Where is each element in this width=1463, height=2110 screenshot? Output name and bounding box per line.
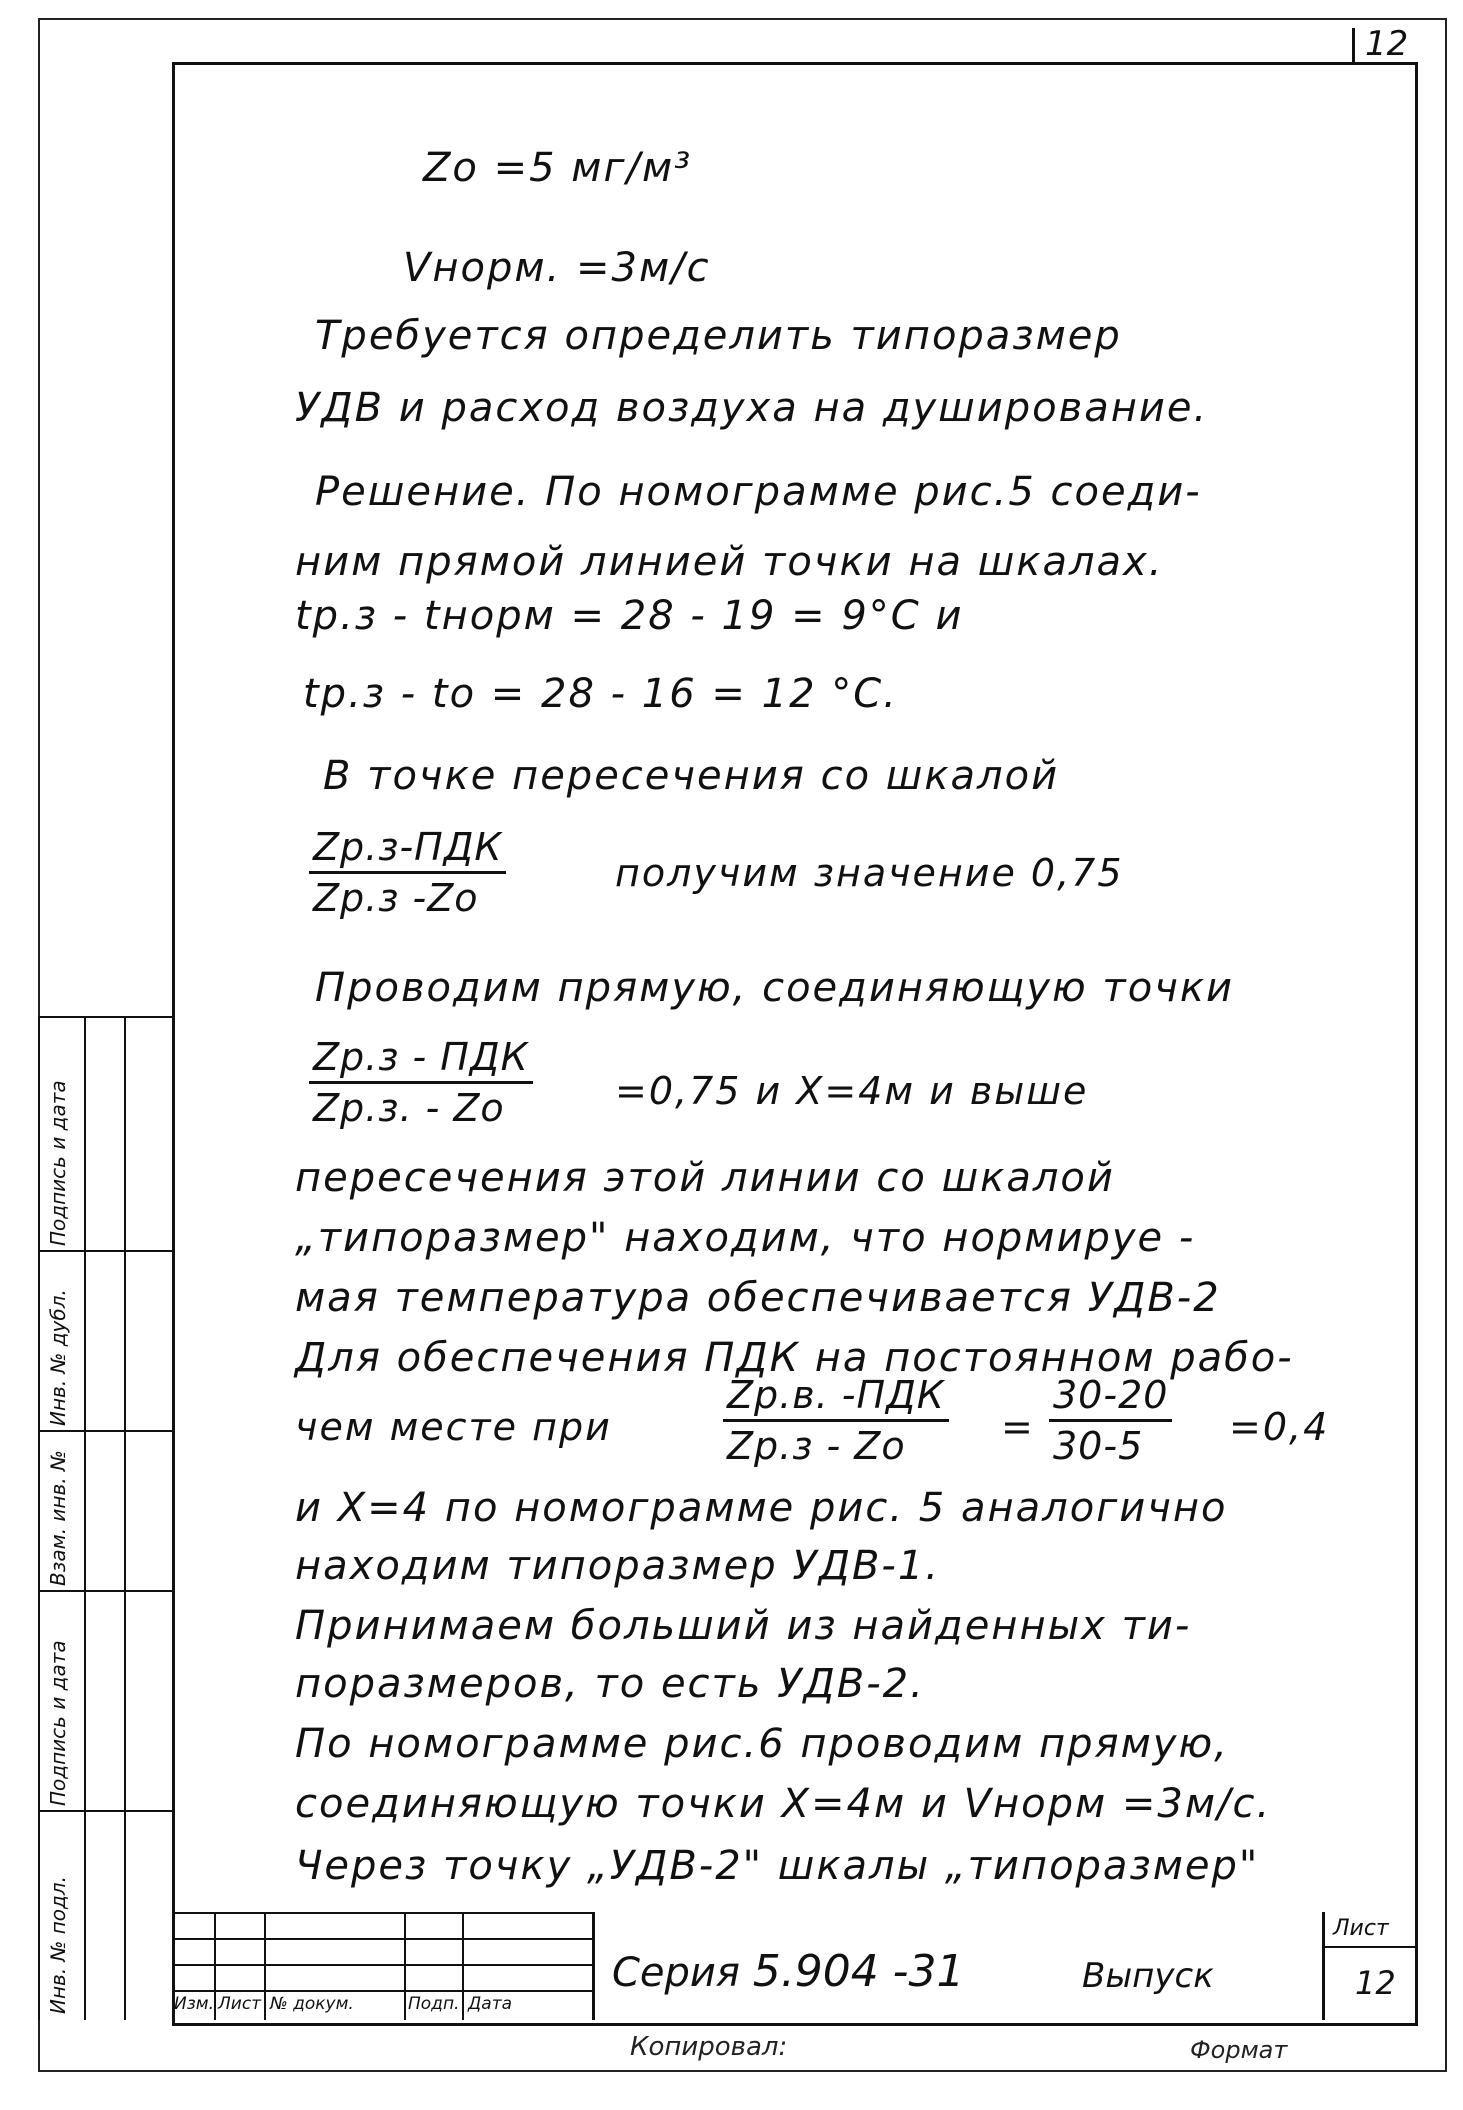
text-line: tр.з - tнорм = 28 - 19 = 9°С и — [295, 593, 964, 639]
text-line: поразмеров, то есть УДВ-2. — [295, 1661, 925, 1707]
col-label: Изм. — [174, 1994, 214, 2014]
col-label: Лист — [218, 1994, 262, 2014]
copied-by-label: Копировал: — [630, 2032, 788, 2062]
col-label: Подп. — [408, 1994, 460, 2014]
text-line: УДВ и расход воздуха на душирование. — [295, 385, 1209, 431]
stamp-label: Инв. № дубл. — [46, 1289, 70, 1426]
col-label: № докум. — [270, 1994, 354, 2014]
drawing-frame — [172, 62, 1418, 2026]
text-line: По номограмме рис.6 проводим прямую, — [295, 1721, 1229, 1767]
fraction-4: $\frac{30-20}{30-5}$ — [1049, 1373, 1172, 1468]
text-line: Через точку „УДВ-2" шкалы „типоразмер" — [295, 1843, 1260, 1889]
revision-grid — [172, 1912, 595, 2020]
text-line: Решение. По номограмме рис.5 соеди- — [315, 469, 1202, 515]
text-line: мая температура обеспечивается УДВ-2 — [295, 1275, 1221, 1321]
text-line: tр.з - to = 28 - 16 = 12 °С. — [303, 671, 898, 717]
title-block — [172, 1912, 1412, 2020]
text-line: Принимаем больший из найденных ти- — [295, 1603, 1192, 1649]
stamp-label: Взам. инв. № — [46, 1450, 70, 1586]
equals-sign: = — [1001, 1405, 1035, 1449]
fraction-3: Zр.в. -ПДК Zр.з - Zo — [723, 1373, 949, 1468]
left-stamp-strip — [38, 1016, 172, 2020]
text-line: „типоразмер" находим, что нормируе - — [295, 1215, 1196, 1261]
stamp-label: Инв. № подл. — [46, 1876, 70, 2014]
series-designation: Серия 5.904 -31 — [612, 1946, 965, 1997]
stamp-label: Подпись и дата — [46, 1640, 70, 1806]
format-label: Формат — [1190, 2036, 1288, 2064]
text-line: чем месте при — [295, 1405, 612, 1449]
fraction-3-result: =0,4 — [1229, 1405, 1330, 1449]
fraction-1: Zр.з-ПДК Zр.з -Zo — [309, 825, 506, 920]
text-line: Для обеспечения ПДК на постоянном рабо- — [295, 1335, 1294, 1381]
sheet-number-box: Лист 12 — [1322, 1912, 1415, 2020]
text-line: ним прямой линией точки на шкалах. — [295, 539, 1164, 585]
text-line: В точке пересечения со шкалой — [323, 753, 1060, 799]
text-line: Vнорм. =3м/с — [403, 245, 711, 291]
text-line: соединяющую точки Х=4м и Vнорм =3м/с. — [295, 1781, 1272, 1827]
text-line: Проводим прямую, соединяющую точки — [315, 965, 1234, 1011]
text-line: Zo =5 мг/м³ — [423, 145, 693, 191]
stamp-label: Подпись и дата — [46, 1080, 70, 1246]
sheet-corner-number: 12 — [1352, 28, 1415, 65]
text-line: и Х=4 по номограмме рис. 5 аналогично — [295, 1485, 1228, 1531]
issue-label: Выпуск — [1082, 1956, 1214, 1996]
text-line: Требуется определить типоразмер — [315, 313, 1122, 359]
col-label: Дата — [468, 1994, 513, 2014]
text-line: пересечения этой линии со шкалой — [295, 1155, 1115, 1201]
fraction-2-result: =0,75 и Х=4м и выше — [615, 1069, 1089, 1113]
fraction-1-result: получим значение 0,75 — [615, 851, 1124, 895]
fraction-2: Zр.з - ПДК Zр.з. - Zo — [309, 1035, 533, 1130]
text-line: находим типоразмер УДВ-1. — [295, 1543, 940, 1589]
handwritten-body — [175, 65, 1415, 1889]
